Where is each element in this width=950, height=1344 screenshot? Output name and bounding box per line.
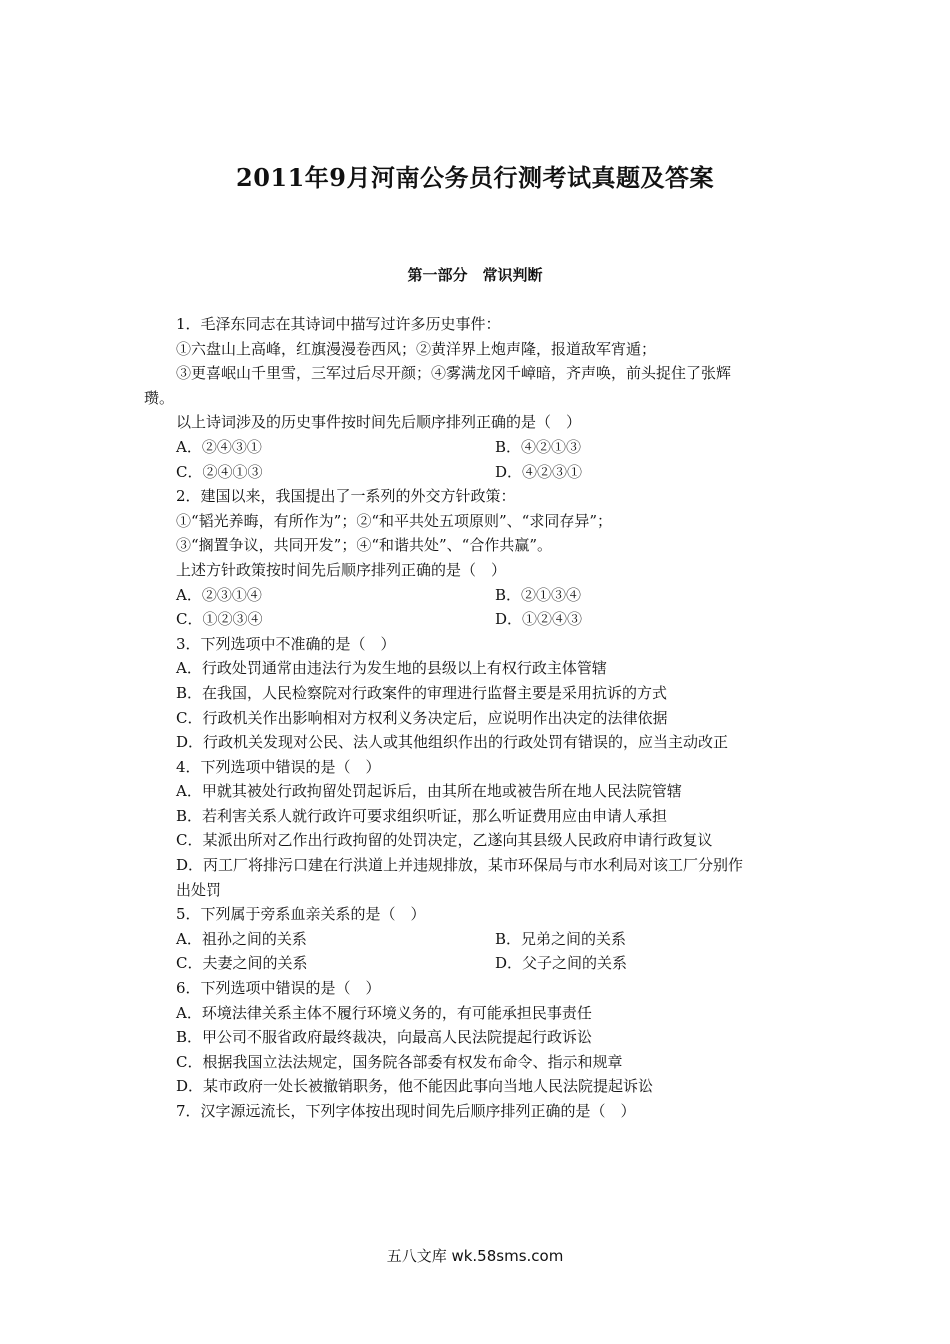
q5-option-c: C．夫妻之间的关系 (176, 954, 308, 973)
q5-option-d: D．父子之间的关系 (495, 954, 628, 973)
q1-poem-line-2: ③更喜岷山千里雪，三军过后尽开颜；④雾满龙冈千嶂暗，齐声唤，前头捉住了张辉 (176, 364, 732, 383)
q4-option-a: A．甲就其被处行政拘留处罚起诉后，由其所在地或被告所在地人民法院管辖 (176, 782, 682, 801)
q3-stem: 3．下列选项中不准确的是（ ） (176, 634, 396, 653)
q1-question: 以上诗词涉及的历史事件按时间先后顺序排列正确的是（ ） (176, 413, 582, 432)
q1-option-b: B．④②①③ (495, 437, 582, 456)
footer-watermark: 五八文库 wk.58sms.com (386, 1247, 564, 1265)
q4-option-b: B．若利害关系人就行政许可要求组织听证，那么听证费用应由申请人承担 (176, 806, 668, 825)
q5-option-b: B．兄弟之间的关系 (495, 929, 627, 948)
q6-stem: 6．下列选项中错误的是（ ） (176, 979, 381, 998)
q1-option-a: A．②④③① (176, 437, 262, 456)
q1-option-c: C．②④①③ (176, 462, 263, 481)
q1-poem-line-2-cont: 瓒。 (144, 388, 175, 407)
q6-option-c: C．根据我国立法法规定，国务院各部委有权发布命令、指示和规章 (176, 1052, 623, 1071)
q1-options-row-2 (144, 460, 814, 485)
q7-stem: 7．汉字源远流长，下列字体按出现时间先后顺序排列正确的是（ ） (176, 1102, 636, 1120)
q4-option-d: D．丙工厂将排污口建在行洪道上并违规排放，某市环保局与市水利局对该工厂分别作 (176, 856, 744, 875)
q2-options-row-2 (144, 607, 814, 632)
q1-option-d: D．④②③① (495, 462, 583, 481)
q2-option-b: B．②①③④ (495, 585, 582, 604)
q3-option-b: B．在我国，人民检察院对行政案件的审理进行监督主要是采用抗诉的方式 (176, 683, 668, 702)
q3-option-c: C．行政机关作出影响相对方权利义务决定后，应说明作出决定的法律依据 (176, 708, 668, 727)
q2-options-row-1 (144, 583, 814, 608)
q4-option-d-cont: 出处罚 (176, 880, 222, 899)
section-heading: 第一部分 常识判断 (407, 266, 543, 284)
q1-stem: 1．毛泽东同志在其诗词中描写过许多历史事件： (176, 315, 501, 333)
q2-policy-line-2: ③“搁置争议，共同开发”；④“和谐共处”、“合作共赢”。 (176, 536, 553, 555)
q1-poem-line-1: ①六盘山上高峰，红旗漫漫卷西风；②黄洋界上炮声隆，报道敌军宵遁； (176, 339, 657, 358)
q6-option-b: B．甲公司不服省政府最终裁决，向最高人民法院提起行政诉讼 (176, 1028, 593, 1047)
q2-stem: 2．建国以来，我国提出了一系列的外交方针政策： (176, 487, 516, 506)
q5-option-a: A．祖孙之间的关系 (176, 929, 307, 948)
q3-option-d: D．行政机关发现对公民、法人或其他组织作出的行政处罚有错误的，应当主动改正 (176, 733, 729, 752)
q2-question: 上述方针政策按时间先后顺序排列正确的是（ ） (176, 560, 507, 579)
q2-option-d: D．①②④③ (495, 610, 583, 629)
q4-stem: 4．下列选项中错误的是（ ） (176, 757, 381, 776)
question-body (144, 312, 814, 1124)
q2-option-c: C．①②③④ (176, 610, 263, 629)
q6-option-a: A．环境法律关系主体不履行环境义务的，有可能承担民事责任 (176, 1003, 592, 1022)
q2-policy-line-1: ①“韬光养晦，有所作为”；②“和平共处五项原则”、“求同存异”； (176, 511, 613, 530)
q5-options-row-2 (144, 951, 814, 976)
q5-options-row-1 (144, 927, 814, 952)
document-title: 2011年9月河南公务员行测考试真题及答案 (236, 163, 714, 192)
q4-option-c: C．某派出所对乙作出行政拘留的处罚决定，乙遂向其县级人民政府申请行政复议 (176, 831, 713, 850)
q6-option-d: D．某市政府一处长被撤销职务，他不能因此事向当地人民法院提起诉讼 (176, 1077, 654, 1096)
q3-option-a: A．行政处罚通常由违法行为发生地的县级以上有权行政主体管辖 (176, 659, 607, 678)
q1-options-row-1 (144, 435, 814, 460)
q2-option-a: A．②③①④ (176, 585, 262, 604)
q5-stem: 5．下列属于旁系血亲关系的是（ ） (176, 905, 426, 924)
